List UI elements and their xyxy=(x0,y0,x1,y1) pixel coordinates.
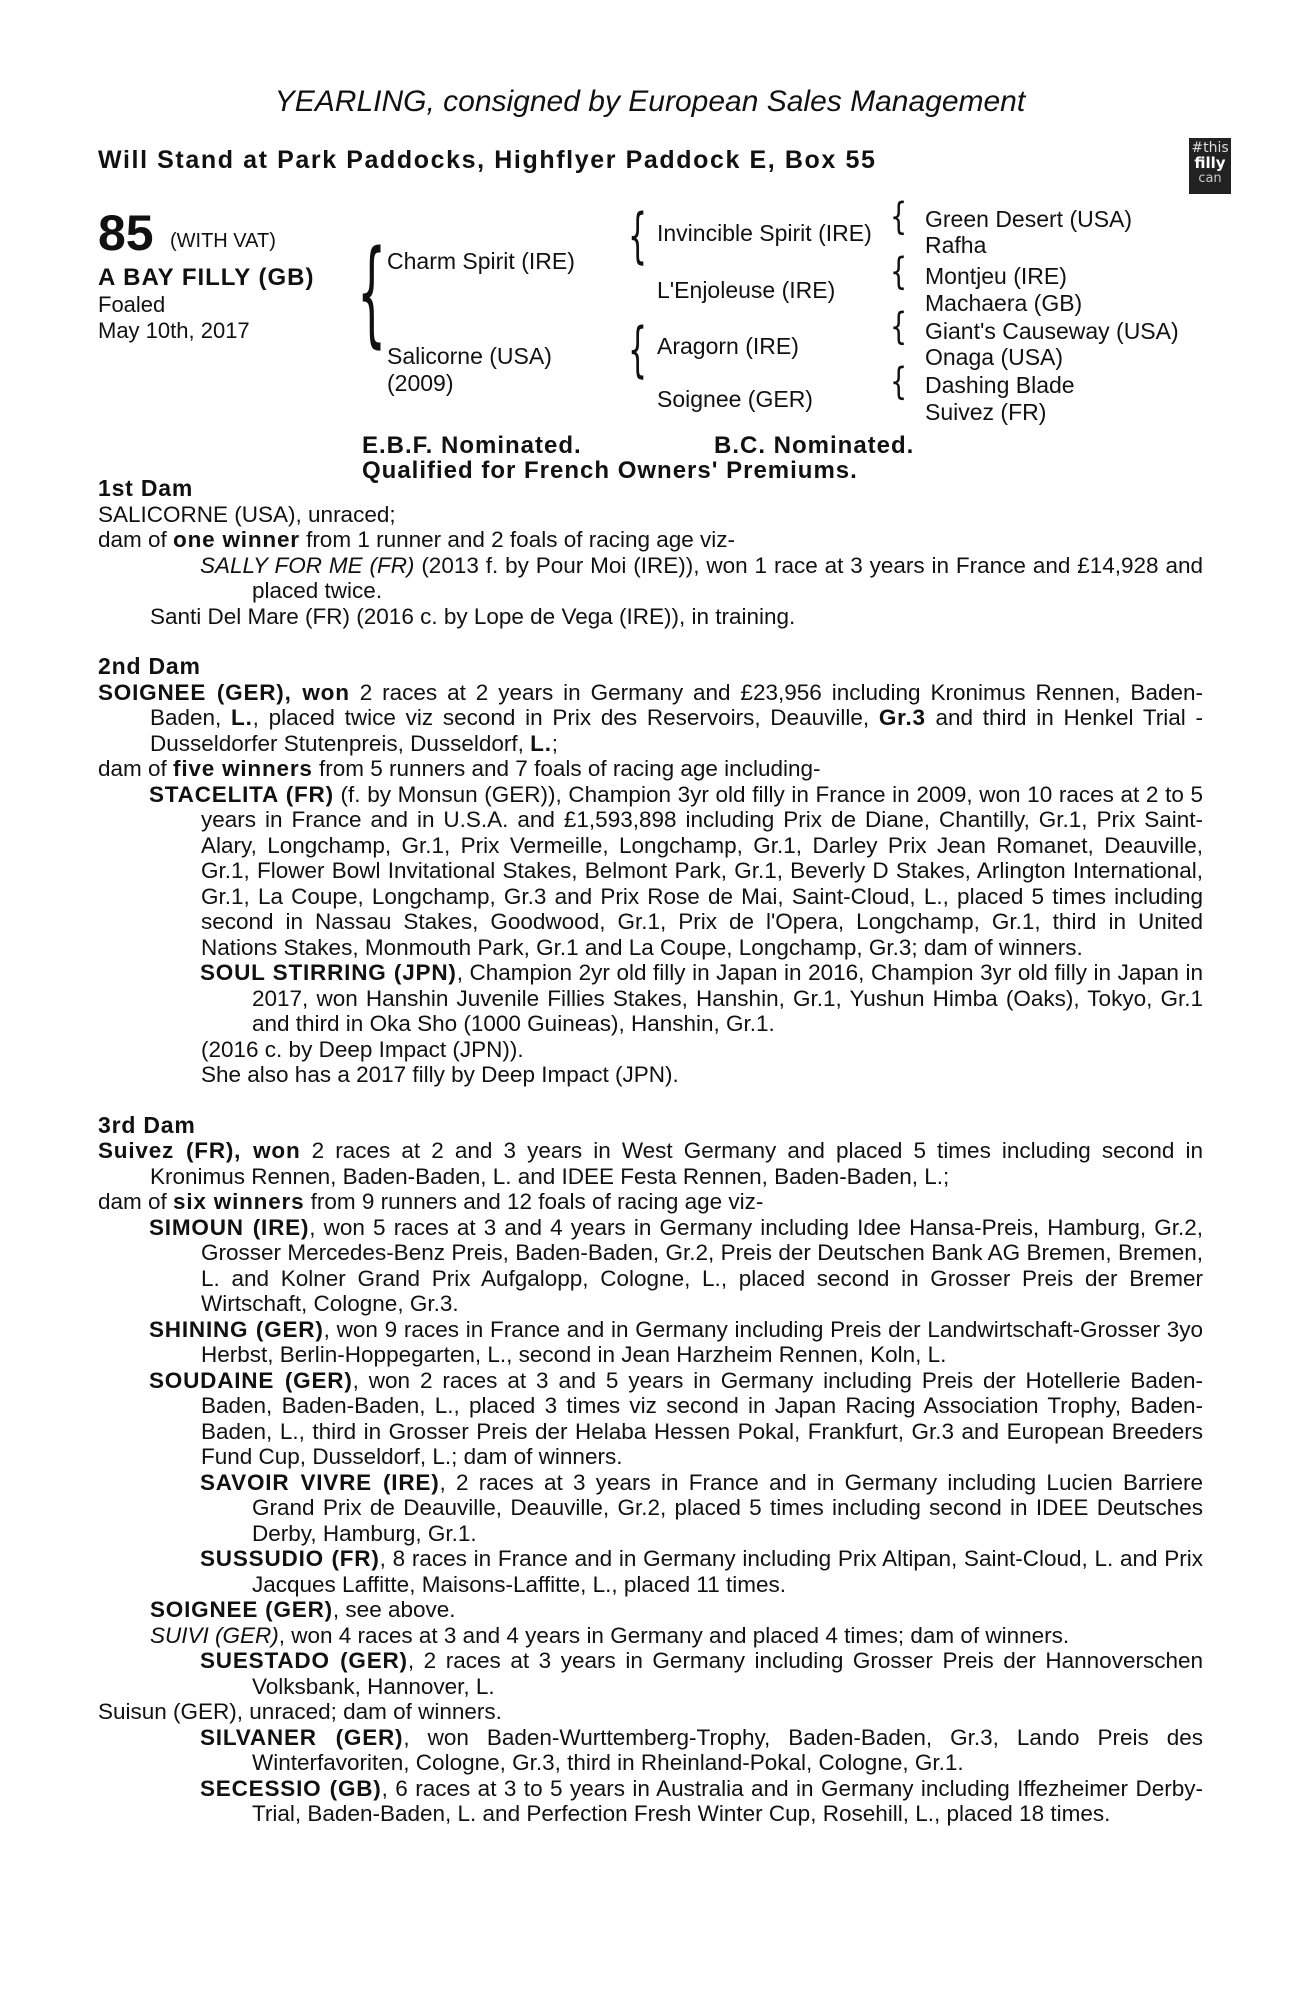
produce-sally-for-me: SALLY FOR ME (FR) (2013 f. by Pour Moi (IRE)), won 1 race at 3 years in France and £14,928 and placed twice. xyxy=(200,552,1203,603)
granddam-line-1: Green Desert (USA) xyxy=(925,206,1133,232)
ebf-nominated: E.B.F. Nominated. xyxy=(362,432,582,459)
produce-soul-stirring: SOUL STIRRING (JPN), Champion 2yr old filly in Japan in 2016, Champion 3yr old filly in Japan in 2017, won Hanshin Juvenile Fillies Stakes, Hanshin, Gr.1, Yushun Himba (Oaks), Tokyo, Gr.1 and third in Oka Sho (1000 Guineas), Hanshin, Gr.1. xyxy=(200,960,1204,1036)
third-dam-produce-summary: dam of six winners from 9 runners and 12 foals of racing age viz- xyxy=(98,1189,764,1214)
brace-g2: { xyxy=(890,249,908,294)
granddam-line-2: Rafha xyxy=(925,232,987,258)
foaled-label: Foaled xyxy=(98,292,166,317)
brace-g3: { xyxy=(890,304,908,349)
sire-dam: L'Enjoleuse (IRE) xyxy=(657,277,836,303)
produce-santi-del-mare: Santi Del Mare (FR) (2016 c. by Lope de Vega (IRE)), in training. xyxy=(150,603,796,629)
lot-description: A BAY FILLY (GB) xyxy=(98,264,315,291)
page-subtitle: YEARLING, consigned by European Sales Management xyxy=(274,85,1026,118)
produce-soudaine: SOUDAINE (GER), won 2 races at 3 and 5 years in Germany including Preis der Hotellerie Baden-Baden, Baden-Baden, L., placed 3 times viz second in Japan Racing Association Trophy, Baden-Baden, L., third in Grosser Preis der Helaba Hessen Pokal, Frankfurt, Gr.3 and European Breeders Fund Cup, Dusseldorf, L.; dam of winners. xyxy=(149,1367,1203,1469)
location-line: Will Stand at Park Paddocks, Highflyer Paddock E, Box 55 xyxy=(98,146,877,174)
third-dam-record: Suivez (FR), won 2 races at 2 and 3 years in West Germany and placed 5 times including second in Kronimus Rennen, Baden-Baden, L. and IDEE Festa Rennen, Baden-Baden, L.; xyxy=(98,1138,1204,1189)
produce-suisun: Suisun (GER), unraced; dam of winners. xyxy=(98,1699,502,1724)
brace-dam-parents: { xyxy=(628,315,648,385)
vat-label: (WITH VAT) xyxy=(170,230,276,252)
produce-silvaner: SILVANER (GER), won Baden-Wurttemberg-Trophy, Baden-Baden, Gr.3, Lando Preis des Winterfavoriten, Cologne, Gr.3, third in Rheinland-Pokal, Cologne, Gr.1. xyxy=(200,1724,1203,1775)
sire: Charm Spirit (IRE) xyxy=(387,248,575,274)
dam-year: (2009) xyxy=(387,370,454,396)
french-premiums: Qualified for French Owners' Premiums. xyxy=(362,457,858,484)
lot-number: 85 xyxy=(98,205,154,261)
produce-deep-impact-colt: (2016 c. by Deep Impact (JPN)). xyxy=(201,1036,524,1062)
badge-line-3: can xyxy=(1198,171,1222,186)
granddam-line-7: Dashing Blade xyxy=(925,372,1075,398)
produce-simoun: SIMOUN (IRE), won 5 races at 3 and 4 years in Germany including Idee Hansa-Preis, Hamburg, Gr.2, Grosser Mercedes-Benz Preis, Baden-Baden, Gr.2, Preis der Deutschen Bank AG Bremen, Bremen, L. and Kolner Grand Prix Aufgalopp, Cologne, L., placed second in Grosser Preis der Bremer Wirtschaft, Cologne, Gr.3. xyxy=(149,1214,1203,1316)
dam-dam: Soignee (GER) xyxy=(657,386,813,412)
this-filly-can-logo xyxy=(1189,138,1231,194)
foaled-date: May 10th, 2017 xyxy=(98,318,250,343)
dam-sire: Aragorn (IRE) xyxy=(657,333,799,359)
produce-savoir-vivre: SAVOIR VIVRE (IRE), 2 races at 3 years in France and in Germany including Lucien Barriere Grand Prix de Deauville, Deauville, Gr.2, placed 5 times including second in IDEE Deutsches Derby, Hamburg, Gr.1. xyxy=(200,1469,1203,1546)
granddam-line-5: Giant's Causeway (USA) xyxy=(925,318,1179,344)
brace-g4: { xyxy=(890,359,908,404)
second-dam-record: SOIGNEE (GER), won 2 races at 2 years in Germany and £23,956 including Kronimus Rennen, Baden-Baden, L., placed twice viz second in Prix des Reservoirs, Deauville, Gr.3 and third in Henkel Trial - Dusseldorfer Stutenpreis, Dusseldorf, L.; xyxy=(98,679,1203,756)
sire-sire: Invincible Spirit (IRE) xyxy=(657,220,872,246)
third-dam-heading: 3rd Dam xyxy=(98,1111,196,1138)
brace-sire-dam: { xyxy=(357,226,387,360)
dam: Salicorne (USA) xyxy=(387,343,552,369)
granddam-line-3: Montjeu (IRE) xyxy=(925,263,1067,289)
second-dam-produce-summary: dam of five winners from 5 runners and 7 foals of racing age including- xyxy=(98,756,821,781)
badge-line-1: #this xyxy=(1191,140,1229,156)
second-dam-heading: 2nd Dam xyxy=(98,653,201,679)
granddam-line-6: Onaga (USA) xyxy=(925,344,1064,370)
brace-g1: { xyxy=(890,194,908,239)
produce-soignee: SOIGNEE (GER), see above. xyxy=(150,1597,456,1622)
produce-shining: SHINING (GER), won 9 races in France and in Germany including Preis der Landwirtschaft-Grosser 3yo Herbst, Berlin-Hoppegarten, L., second in Jean Harzheim Rennen, Koln, L. xyxy=(149,1316,1203,1367)
produce-sussudio: SUSSUDIO (FR), 8 races in France and in Germany including Prix Altipan, Saint-Cloud, L. and Prix Jacques Laffitte, Maisons-Laffitte, L., placed 11 times. xyxy=(200,1546,1203,1597)
produce-suestado: SUESTADO (GER), 2 races at 3 years in Germany including Grosser Preis der Hannoverschen Volksbank, Hannover, L. xyxy=(200,1648,1203,1699)
first-dam-name: SALICORNE (USA), unraced; xyxy=(98,501,396,527)
produce-stacelita: STACELITA (FR) (f. by Monsun (GER)), Champion 3yr old filly in France in 2009, won 10 races at 2 to 5 years in France and in U.S.A. and £1,593,898 including Prix de Diane, Chantilly, Gr.1, Prix Saint-Alary, Longchamp, Gr.1, Prix Vermeille, Longchamp, Gr.1, Darley Prix Jean Romanet, Deauville, Gr.1, Flower Bowl Invitational Stakes, Belmont Park, Gr.1, Beverly D Stakes, Arlington International, Gr.1, La Coupe, Longchamp, Gr.3 and Prix Rose de Mai, Saint-Cloud, L., placed 5 times including second in Nassau Stakes, Goodwood, Gr.1, Prix de l'Opera, Longchamp, Gr.1, third in United Nations Stakes, Monmouth Park, Gr.1 and La Coupe, Longchamp, Gr.3; dam of winners. xyxy=(149,781,1204,960)
granddam-line-8: Suivez (FR) xyxy=(925,399,1047,425)
badge-line-2: filly xyxy=(1194,154,1226,172)
first-dam-heading: 1st Dam xyxy=(98,475,194,501)
bc-nominated: B.C. Nominated. xyxy=(714,432,915,459)
first-dam-produce-summary: dam of one winner from 1 runner and 2 foals of racing age viz- xyxy=(98,527,736,552)
granddam-line-4: Machaera (GB) xyxy=(925,290,1083,316)
produce-secessio: SECESSIO (GB), 6 races at 3 to 5 years in Australia and in Germany including Iffezheimer Derby-Trial, Baden-Baden, L. and Perfection Fresh Winter Cup, Rosehill, L., placed 18 times. xyxy=(200,1775,1203,1826)
catalogue-body xyxy=(98,476,1203,1827)
produce-deep-impact-filly: She also has a 2017 filly by Deep Impact (JPN). xyxy=(201,1062,679,1087)
brace-sire-parents: { xyxy=(628,201,648,271)
produce-suivi: SUIVI (GER), won 4 races at 3 and 4 years in Germany and placed 4 times; dam of winners. xyxy=(150,1622,1070,1648)
